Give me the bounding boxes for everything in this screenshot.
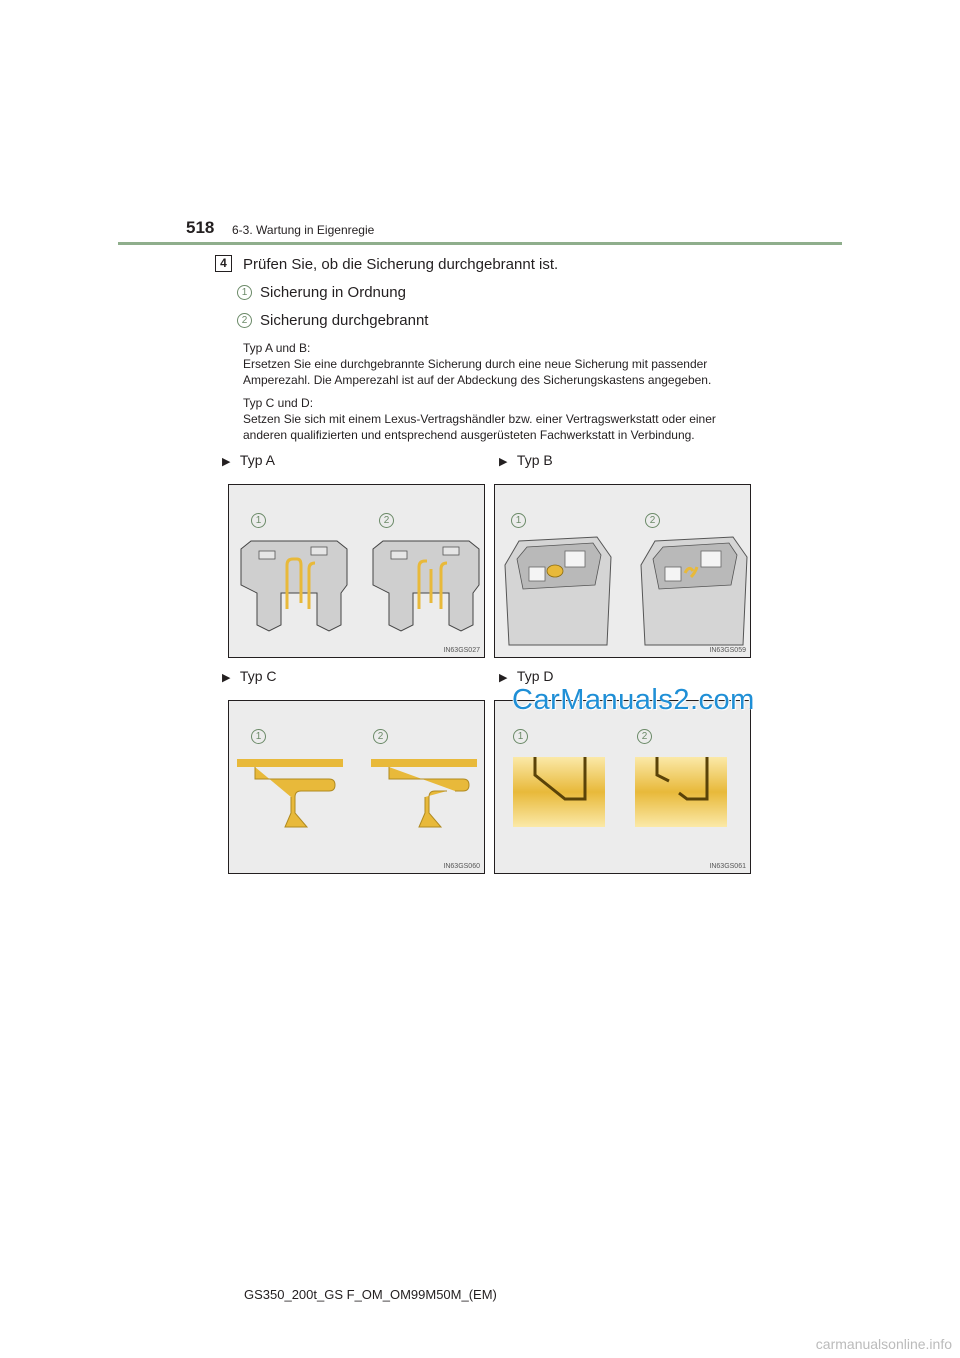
watermark-corner: carmanualsonline.info <box>815 1336 952 1352</box>
note-ab-title: Typ A und B: <box>243 341 311 355</box>
item-label-ok: Sicherung in Ordnung <box>260 284 406 301</box>
figure-c-marker-2: 2 <box>373 729 388 744</box>
fuse-type-b-illustration <box>495 485 750 657</box>
section-title: 6-3. Wartung in Eigenregie <box>232 223 375 237</box>
triangle-bullet-icon: ▶ <box>499 672 508 684</box>
figure-label-c-text: Typ C <box>239 668 277 684</box>
figure-b-marker-1: 1 <box>511 513 526 528</box>
figure-d-marker-2: 2 <box>637 729 652 744</box>
footer-doc-id: GS350_200t_GS F_OM_OM99M50M_(EM) <box>244 1287 497 1302</box>
header-rule <box>118 242 842 245</box>
watermark-overlay: CarManuals2.com <box>512 684 755 716</box>
figure-label-b-text: Typ B <box>516 452 553 468</box>
note-cd-title: Typ C und D: <box>243 396 314 410</box>
fuse-type-a-illustration <box>229 485 484 657</box>
item-marker-2: 2 <box>237 313 252 328</box>
figure-c-code: IN63GS060 <box>443 863 480 870</box>
fuse-type-c-illustration <box>229 701 484 873</box>
triangle-bullet-icon: ▶ <box>222 456 231 468</box>
figure-panel-a <box>228 484 485 658</box>
figure-c-marker-1: 1 <box>251 729 266 744</box>
note-ab <box>243 340 748 388</box>
note-cd-body: Setzen Sie sich mit einem Lexus-Vertragshändler bzw. einer Vertragswerkstatt oder einer anderen qualifizierten und entsprechend ausgerüsteten Fachwerkstatt in Verbindung. <box>243 412 716 442</box>
step-text: Prüfen Sie, ob die Sicherung durchgebrannt ist. <box>243 256 559 273</box>
triangle-bullet-icon: ▶ <box>222 672 231 684</box>
figure-label-c <box>222 668 277 686</box>
item-label-blown: Sicherung durchgebrannt <box>260 312 429 329</box>
step-number-box: 4 <box>215 255 232 272</box>
figure-d-marker-1: 1 <box>513 729 528 744</box>
figure-b-marker-2: 2 <box>645 513 660 528</box>
figure-b-code: IN63GS059 <box>709 647 746 654</box>
figure-label-d-text: Typ D <box>516 668 554 684</box>
figure-panel-d <box>494 700 751 874</box>
figure-a-marker-2: 2 <box>379 513 394 528</box>
figure-label-a-text: Typ A <box>239 452 275 468</box>
fuse-type-d-illustration <box>495 701 750 873</box>
figure-a-code: IN63GS027 <box>443 647 480 654</box>
figure-panel-b <box>494 484 751 658</box>
note-ab-body: Ersetzen Sie eine durchgebrannte Sicherung durch eine neue Sicherung mit passender Amperezahl. Die Amperezahl ist auf der Abdeckung des Sicherungskastens angegeben. <box>243 357 712 387</box>
figure-a-marker-1: 1 <box>251 513 266 528</box>
figure-panel-c <box>228 700 485 874</box>
item-marker-1: 1 <box>237 285 252 300</box>
triangle-bullet-icon: ▶ <box>499 456 508 468</box>
figure-d-code: IN63GS061 <box>709 863 746 870</box>
figure-label-b <box>499 452 553 470</box>
figure-label-a <box>222 452 275 470</box>
note-cd <box>243 395 748 443</box>
page-number: 518 <box>186 218 215 237</box>
